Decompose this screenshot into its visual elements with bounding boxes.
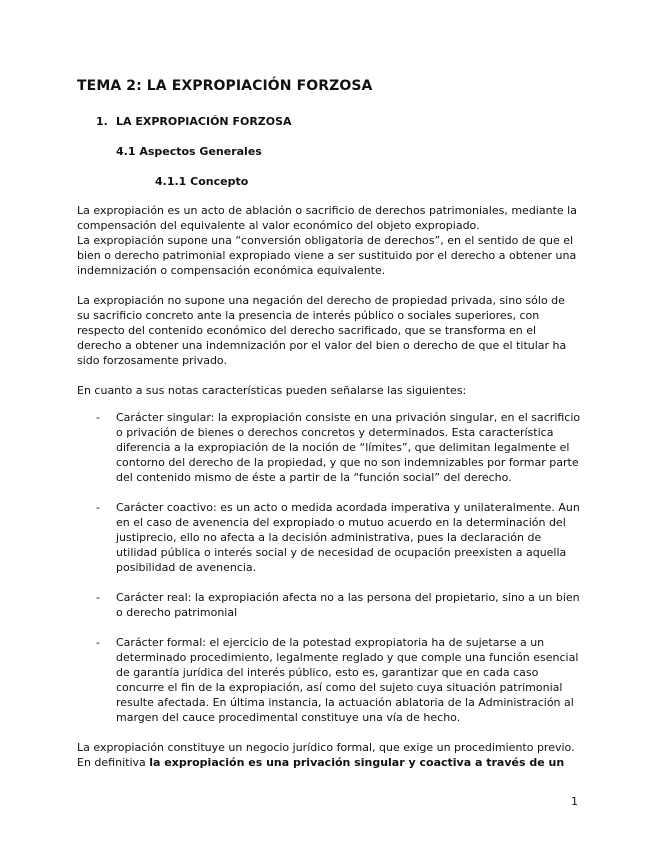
subsection-heading: 4.1 Aspectos Generales: [116, 145, 262, 158]
paragraph-property: La expropiación no supone una negación del derecho de propiedad privada, sino sólo de su sacrificio concreto ante la presencia de interés público o sociales superiores, con respecto del contenido económico del derecho sacrificado, que se transforma en el derecho a obtener una indemnización por el valor del bien o derecho de que el titular ha sido forzosamente privado.: [77, 294, 567, 367]
paragraph-closing: La expropiación constituye un negocio jurídico formal, que exige un procedimiento previo.: [77, 741, 575, 754]
section-heading: [96, 115, 292, 128]
subsubsection-heading: 4.1.1 Concepto: [155, 175, 249, 188]
list-dash: -: [96, 636, 100, 649]
list-dash: -: [96, 501, 100, 514]
characteristics-list: [77, 410, 582, 740]
list-item-text: Carácter real: la expropiación afecta no a las persona del propietario, sino a un bien o derecho patrimonial: [116, 591, 580, 619]
paragraph-characteristics-intro: En cuanto a sus notas características pueden señalarse las siguientes:: [77, 384, 467, 397]
list-dash: -: [96, 411, 100, 424]
page-number: 1: [571, 795, 578, 808]
list-item: [77, 410, 582, 485]
section-number: 1.: [96, 115, 108, 128]
property-paragraph-block: [77, 293, 577, 368]
definition-bold: la expropiación es una privación singular y coactiva a través de un: [149, 756, 565, 769]
definition-prefix: En definitiva: [77, 756, 150, 769]
paragraph-definition: [77, 755, 577, 770]
characteristics-intro-block: [77, 383, 577, 398]
document-title: TEMA 2: LA EXPROPIACIÓN FORZOSA: [77, 78, 373, 94]
list-item: [77, 590, 582, 620]
paragraph-ablation: La expropiación es un acto de ablación o sacrificio de derechos patrimoniales, mediante la compensación del equivalente al valor económico del objeto expropiado.: [77, 204, 577, 232]
paragraph-conversion: La expropiación supone una “conversión obligatoria de derechos”, en el sentido de que el bien o derecho patrimonial expropiado viene a ser sustituido por el derecho a obtener una indemnización o compensación económica equivalente.: [77, 234, 577, 277]
list-item: [77, 635, 582, 725]
list-item: [77, 500, 582, 575]
list-item-text: Carácter formal: el ejercicio de la potestad expropiatoria ha de sujetarse a un determinado procedimiento, legalmente reglado y que comple una función esencial de garantía jurídica del interés público, esto es, garantizar que en cada caso concurre el fin de la expropiación, así como del sujeto cuya situación patrimonial resulte afectada. En última instancia, la actuación ablatoria de la Administración al margen del cauce procedimental constituye una vía de hecho.: [116, 636, 579, 724]
concept-paragraphs: [77, 203, 577, 278]
list-dash: -: [96, 591, 100, 604]
list-item-text: Carácter coactivo: es un acto o medida acordada imperativa y unilateralmente. Aun en el caso de avenencia del expropiado o mutuo acuerdo en la determinación del justiprecio, ello no afecta a la decisión administrativa, pues la declaración de utilidad pública o interés social y de necesidad de ocupación preexisten a aquella posibilidad de avenencia.: [116, 501, 580, 574]
closing-block: [77, 740, 577, 770]
list-item-text: Carácter singular: la expropiación consiste en una privación singular, en el sacrificio o privación de bienes o derechos concretos y determinados. Esta característica diferencia a la expropiación de la noción de “límites”, que delimitan legalmente el contorno del derecho de la propiedad, y que no son indemnizables por formar parte del contenido mismo de éste a partir de la “función social” del derecho.: [116, 411, 581, 484]
section-label: LA EXPROPIACIÓN FORZOSA: [116, 115, 292, 128]
